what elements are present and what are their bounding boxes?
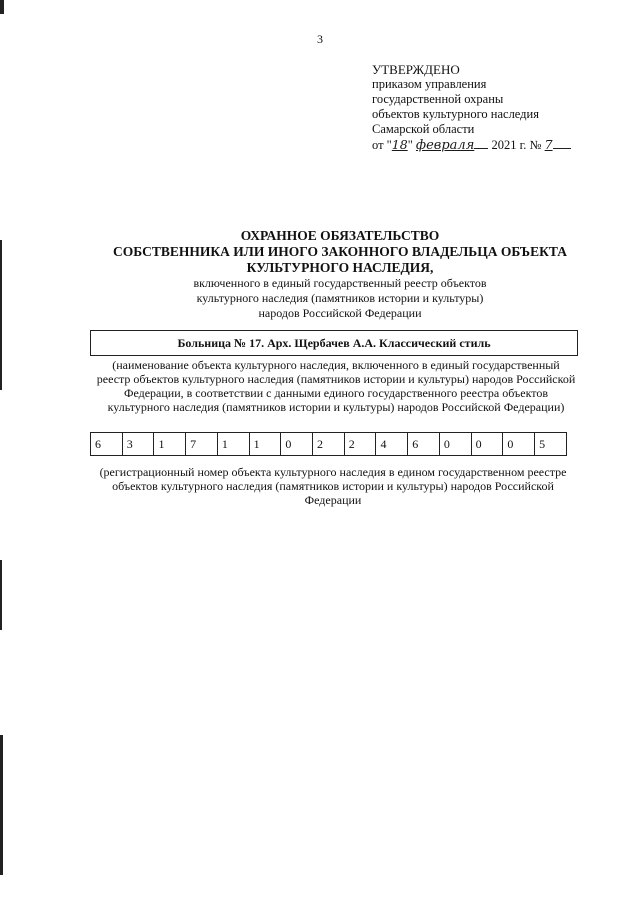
registration-digit: 3 xyxy=(122,433,154,456)
caption-line: реестр объектов культурного наследия (памятников истории и культуры) народов Российской xyxy=(96,372,576,386)
caption-line: (регистрационный номер объекта культурного наследия в едином государственном реестре xyxy=(99,465,567,479)
registration-digit: 4 xyxy=(376,433,408,456)
scan-edge-mark xyxy=(0,735,3,875)
registration-digit: 0 xyxy=(471,433,503,456)
approval-line: государственной охраны xyxy=(372,92,504,106)
handwritten-order-number: 7 xyxy=(544,137,553,152)
document-title: КУЛЬТУРНОГО НАСЛЕДИЯ, xyxy=(246,260,434,275)
order-underline xyxy=(553,148,571,149)
date-year: 2021 г. № xyxy=(491,138,542,152)
scan-corner-mark xyxy=(0,0,4,14)
registration-number-row xyxy=(91,433,567,456)
caption-line: Федерации, в соответствии с данными единого государственного реестра объектов xyxy=(123,386,549,400)
registration-digit: 1 xyxy=(154,433,186,456)
document-title: СОБСТВЕННИКА ИЛИ ИНОГО ЗАКОННОГО ВЛАДЕЛЬЦА ОБЪЕКТА xyxy=(113,244,567,259)
date-quote: " xyxy=(407,138,413,152)
approval-line: объектов культурного наследия xyxy=(372,107,539,121)
registration-digit: 1 xyxy=(249,433,281,456)
registration-digit: 5 xyxy=(535,433,567,456)
caption-line: Федерации xyxy=(304,493,362,507)
registration-digit: 2 xyxy=(313,433,345,456)
approval-block xyxy=(372,62,571,153)
registration-digit: 6 xyxy=(91,433,123,456)
date-prefix: от " xyxy=(372,138,392,152)
object-name-box: Больница № 17. Арх. Щербачев А.А. Классический стиль xyxy=(90,330,578,356)
scan-edge-mark xyxy=(0,560,2,630)
approval-line: Самарской области xyxy=(372,122,475,136)
registration-digit: 2 xyxy=(344,433,376,456)
document-subtitle: народов Российской Федерации xyxy=(258,306,422,320)
registration-digit: 6 xyxy=(408,433,440,456)
date-underline xyxy=(474,148,488,149)
object-name-caption xyxy=(88,358,584,414)
caption-line: (наименование объекта культурного наследия, включенного в единый государственный xyxy=(112,358,560,372)
approval-date-line xyxy=(372,137,571,153)
registration-digit: 0 xyxy=(281,433,313,456)
document-title-block xyxy=(40,228,640,321)
scan-edge-mark xyxy=(0,240,2,390)
document-subtitle: включенного в единый государственный реестр объектов xyxy=(193,276,487,290)
document-title: ОХРАННОЕ ОБЯЗАТЕЛЬСТВО xyxy=(240,228,440,243)
caption-line: культурного наследия (памятников истории и культуры) народов Российской Федерации) xyxy=(107,400,565,414)
approval-line: приказом управления xyxy=(372,77,487,91)
caption-line: объектов культурного наследия (памятников истории и культуры) народов Российской xyxy=(112,479,554,493)
registration-digit: 0 xyxy=(503,433,535,456)
registration-digit: 7 xyxy=(186,433,218,456)
registration-number-caption xyxy=(90,465,576,507)
registration-digit: 0 xyxy=(439,433,471,456)
handwritten-day: 18 xyxy=(391,137,408,152)
handwritten-month: февраля xyxy=(415,138,475,153)
document-subtitle: культурного наследия (памятников истории и культуры) xyxy=(196,291,484,305)
page-number: 3 xyxy=(317,32,323,46)
approval-heading: УТВЕРЖДЕНО xyxy=(372,62,460,77)
registration-digit: 1 xyxy=(217,433,249,456)
registration-number-table xyxy=(90,432,567,456)
